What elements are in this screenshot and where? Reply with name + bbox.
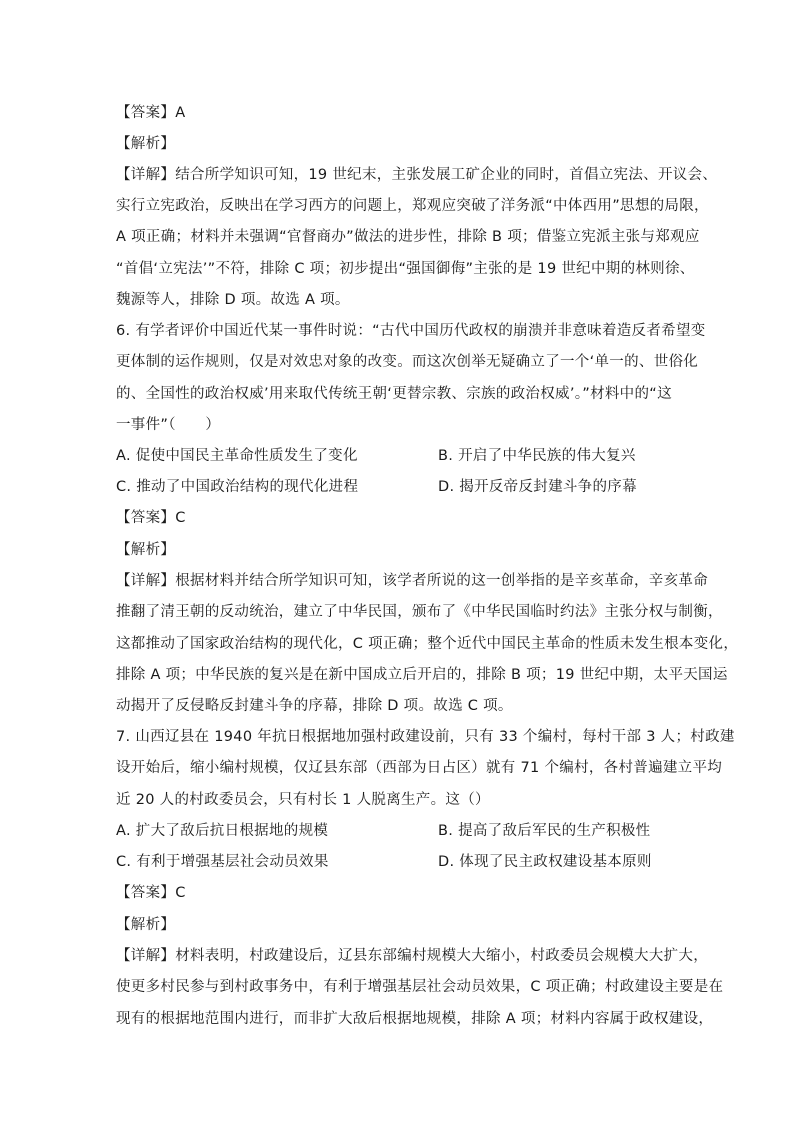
q6-option-b: B. 开启了中华民族的伟大复兴 (438, 448, 636, 464)
q7-detail-line: 现有的根据地范围内进行，而非扩大敌后根据地规模，排除 A 项；材料内容属于政权建设， (116, 1011, 714, 1027)
q6-detail-line: 排除 A 项；中华民族的复兴是在新中国成立后开启的，排除 B 项；19 世纪中期，太平天国运 (116, 667, 728, 683)
q7-detail-line: 【详解】材料表明，村政建设后，辽县东部编村规模大大缩小，村政委员会规模大大扩大， (116, 948, 708, 964)
q6-option-c: C. 推动了中国政治结构的现代化进程 (116, 479, 359, 495)
q6-option-d: D. 揭开反帝反封建斗争的序幕 (438, 479, 637, 495)
q7-stem-line: 设开始后，缩小编村规模，仅辽县东部（西部为日占区）就有 71 个编村，各村普遍建立平均 (116, 760, 723, 776)
q6-detail-line: 推翻了清王朝的反动统治，建立了中华民国，颁布了《中华民国临时约法》主张分权与制衡， (116, 604, 723, 620)
q7-stem-line: 近 20 人的村政委员会，只有村长 1 人脱离生产。这（） (116, 792, 490, 808)
q5-detail-line: 魏源等人，排除 D 项。故选 A 项。 (116, 292, 350, 308)
q6-stem-line: 6. 有学者评价中国近代某一事件时说：“古代中国历代政权的崩溃并非意味着造反者希望变 (116, 323, 706, 339)
q5-analysis-heading: 【解析】 (116, 136, 176, 152)
q7-analysis-heading: 【解析】 (116, 917, 176, 933)
q7-stem-line: 7. 山西辽县在 1940 年抗日根据地加强村政建设前，只有 33 个编村，每村干部 3 人；村政建 (116, 729, 735, 745)
q6-detail-line: 【详解】根据材料并结合所学知识可知，该学者所说的这一创举指的是辛亥革命，辛亥革命 (116, 573, 708, 589)
q5-answer: 【答案】A (116, 105, 186, 121)
q7-option-b: B. 提高了敌后军民的生产积极性 (438, 823, 651, 839)
q7-option-c: C. 有利于增强基层社会动员效果 (116, 854, 329, 870)
q6-option-a: A. 促使中国民主革命性质发生了变化 (116, 448, 358, 464)
q7-detail-line: 使更多村民参与到村政事务中，有利于增强基层社会动员效果，C 项正确；村政建设主要是在 (116, 979, 724, 995)
q5-detail-line: 【详解】结合所学知识可知，19 世纪末，主张发展工矿企业的同时，首倡立宪法、开议会、 (116, 167, 718, 183)
q6-answer: 【答案】C (116, 510, 186, 526)
q5-detail-line: “首倡‘立宪法’”不符，排除 C 项；初步提出“强国御侮”主张的是 19 世纪中期的林则徐、 (116, 261, 695, 277)
q6-detail-line: 动揭开了反侵略反封建斗争的序幕，排除 D 项。故选 C 项。 (116, 698, 513, 714)
q6-analysis-heading: 【解析】 (116, 542, 176, 558)
q5-detail-line: 实行立宪政治，反映出在学习西方的问题上，郑观应突破了洋务派“中体西用”思想的局限， (116, 198, 709, 214)
q7-option-a: A. 扩大了敌后抗日根据地的规模 (116, 823, 329, 839)
q7-answer: 【答案】C (116, 885, 186, 901)
q6-stem-line: 更体制的运作规则，仅是对效忠对象的改变。而这次创举无疑确立了一个‘单一的、世俗化 (116, 354, 699, 370)
q5-detail-line: A 项正确；材料并未强调“官督商办”做法的进步性，排除 B 项；借鉴立宪派主张与郑观应 (116, 229, 700, 245)
q6-detail-line: 这都推动了国家政治结构的现代化，C 项正确；整个近代中国民主革命的性质未发生根本变化， (116, 636, 739, 652)
q6-stem-line: 的、全国性的政治权威’用来取代传统王朝‘更替宗教、宗族的政治权威’。”材料中的“这 (116, 386, 672, 402)
q6-stem-line: 一事件”（ ） (116, 417, 221, 433)
q7-option-d: D. 体现了民主政权建设基本原则 (438, 854, 652, 870)
